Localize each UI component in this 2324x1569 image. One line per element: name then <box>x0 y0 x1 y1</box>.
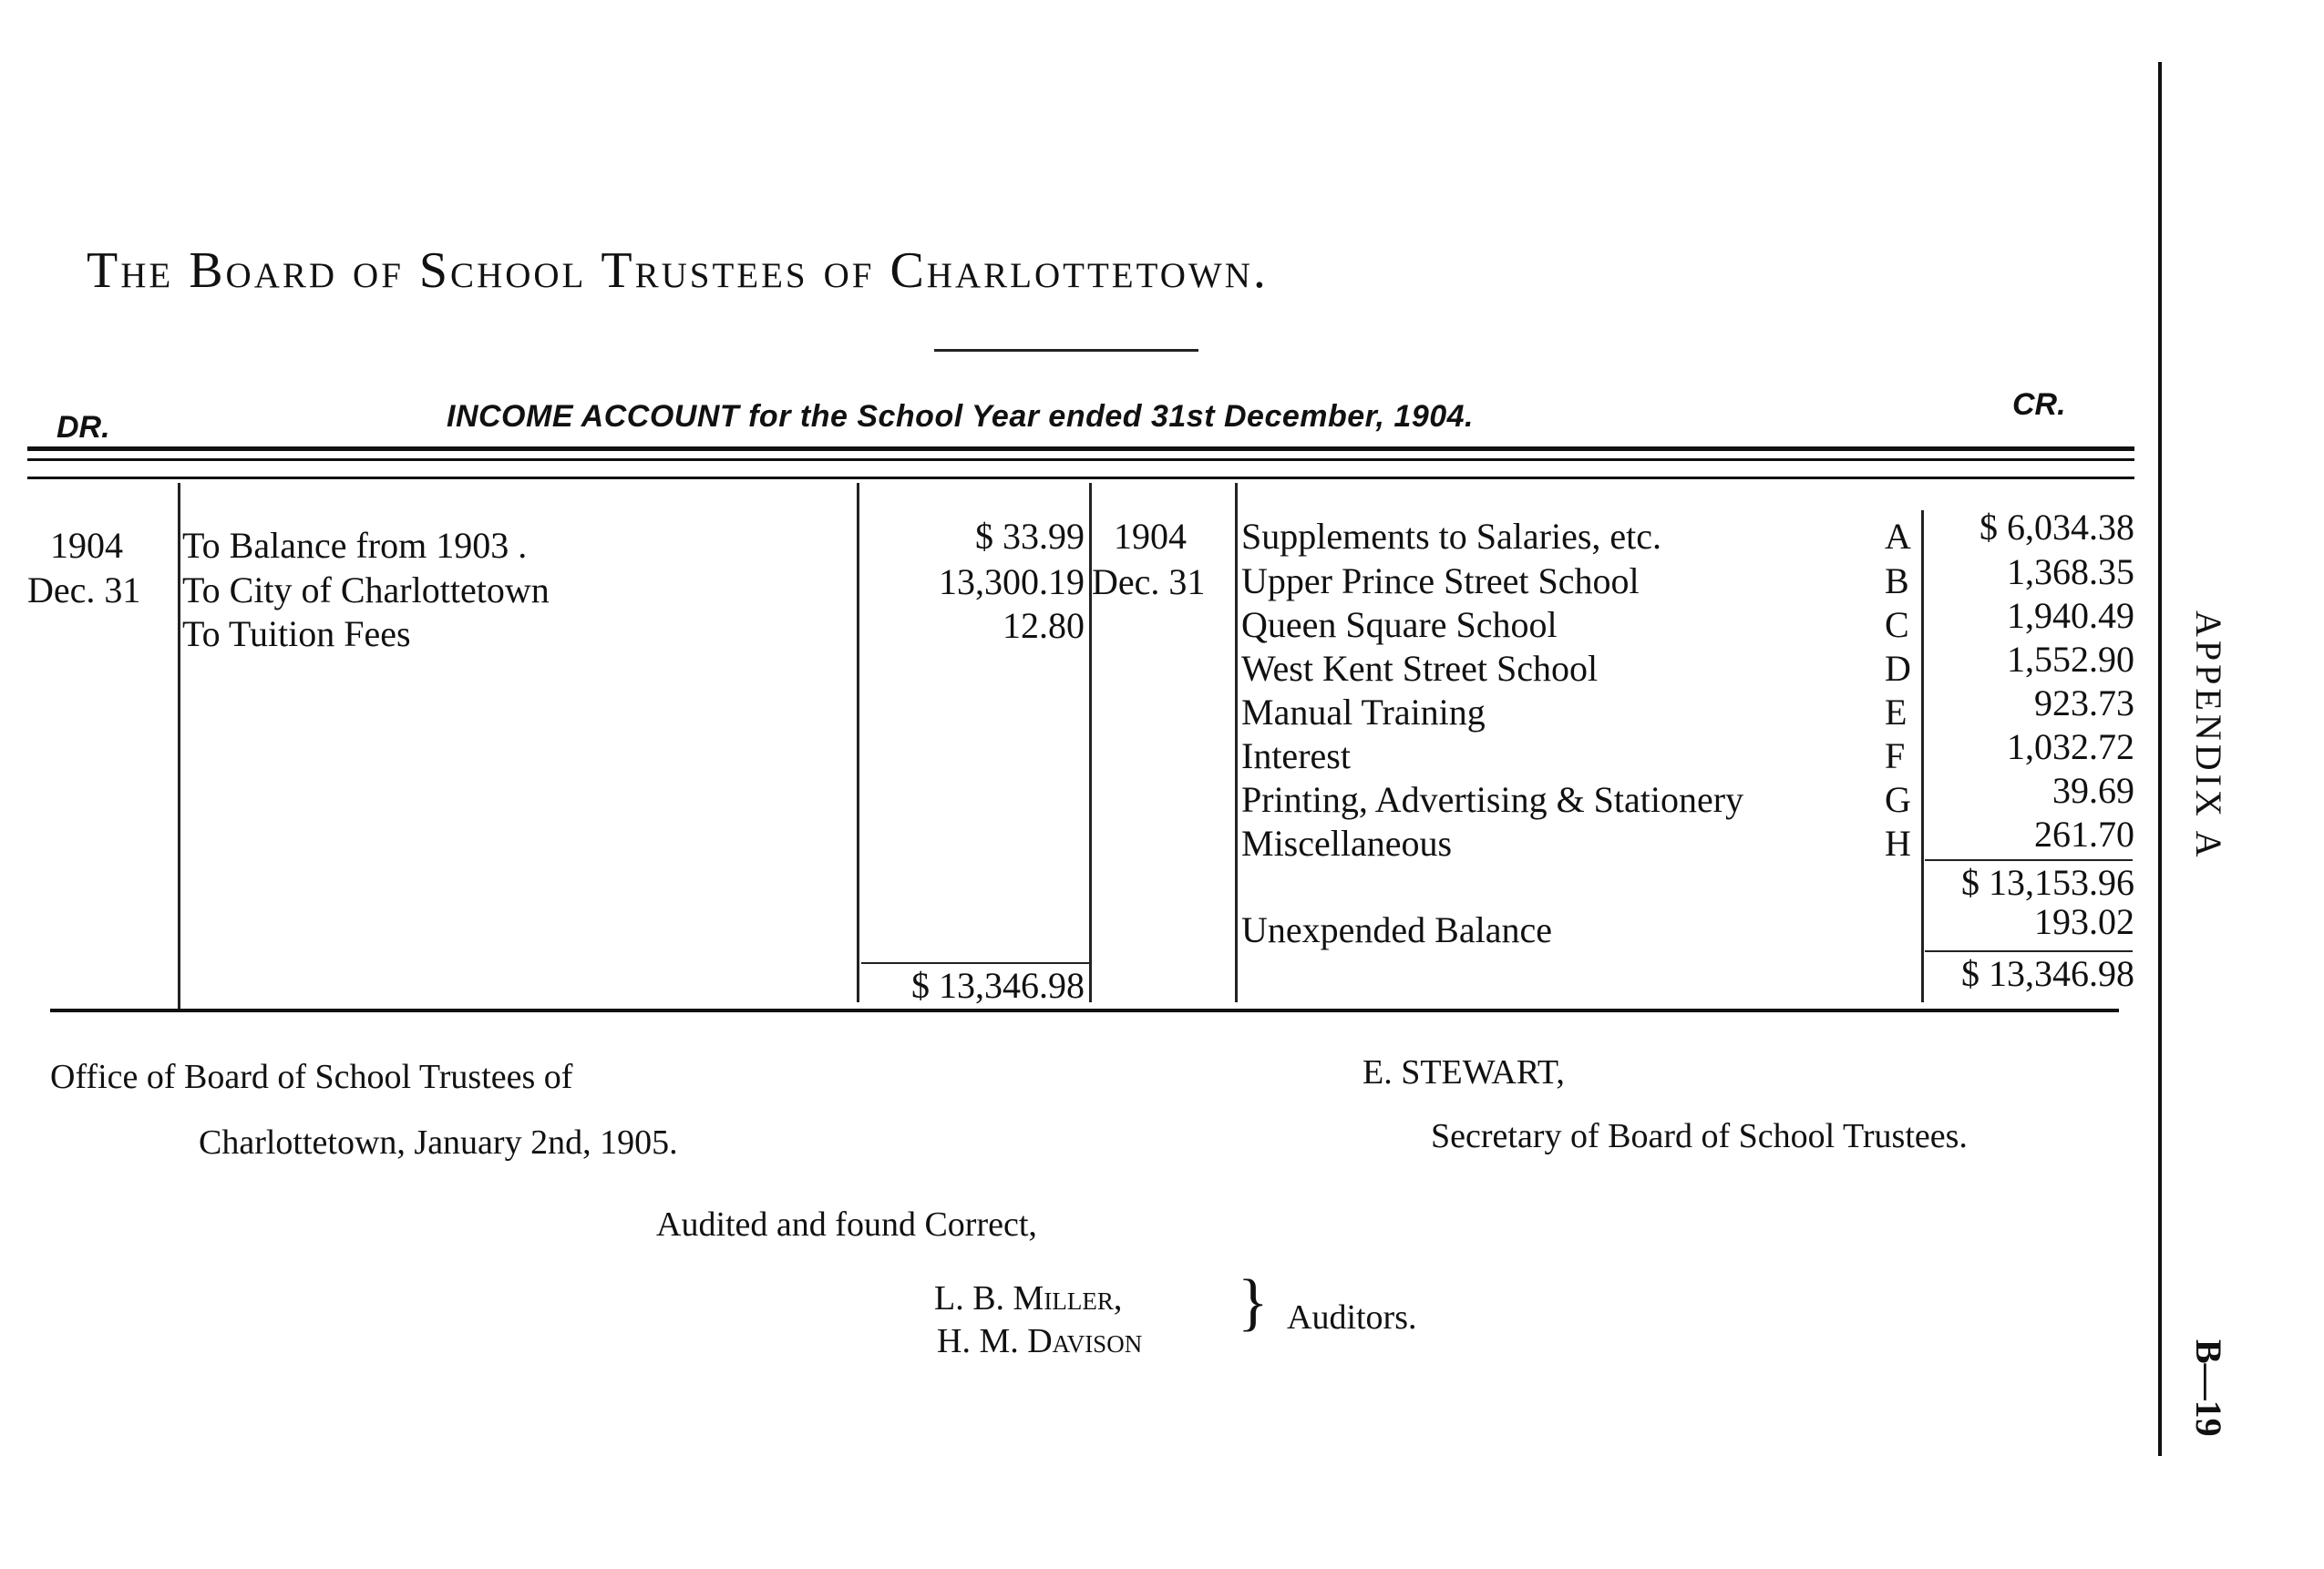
unexpended-balance-amount: 193.02 <box>2034 901 2134 942</box>
unexpended-balance-label: Unexpended Balance <box>1241 909 1552 950</box>
auditor-name: L. B. Miller, <box>934 1279 1123 1318</box>
credit-year: 1904 <box>1114 516 1187 557</box>
table-bottom-rule <box>50 1009 2119 1012</box>
credit-item-amount: 1,940.49 <box>2007 595 2134 636</box>
page-number: B—19 <box>2188 1339 2229 1437</box>
secretary-title: Secretary of Board of School Trustees. <box>1431 1117 1968 1155</box>
column-divider-debit-date <box>178 483 180 1011</box>
credit-item-label: Manual Training <box>1241 692 1486 733</box>
office-line-1: Office of Board of School Trustees of <box>50 1058 573 1096</box>
debit-item-amount: $ 33.99 <box>975 516 1085 557</box>
credit-item-label: Miscellaneous <box>1241 823 1453 864</box>
credit-item-amount: 923.73 <box>2034 682 2134 723</box>
credit-item-amount: 1,552.90 <box>2007 639 2134 680</box>
debit-item-label: To Tuition Fees <box>182 613 411 654</box>
credit-item-amount: $ 6,034.38 <box>1980 507 2134 548</box>
credit-item-letter: F <box>1885 735 1906 776</box>
credit-item-letter: A <box>1885 516 1911 557</box>
debit-item-amount: 12.80 <box>1003 605 1085 646</box>
debit-year: 1904 <box>50 525 123 566</box>
column-divider-credit-label <box>1921 510 1924 1002</box>
credit-item-letter: G <box>1885 779 1911 820</box>
debit-label: DR. <box>57 410 110 445</box>
credit-item-letter: E <box>1885 692 1908 733</box>
header-rule-thick <box>27 446 2134 451</box>
debit-item-amount: 13,300.19 <box>939 561 1085 602</box>
credit-item-label: Supplements to Salaries, etc. <box>1241 516 1662 557</box>
credit-item-label: Upper Prince Street School <box>1241 560 1640 601</box>
account-title: INCOME ACCOUNT for the School Year ended 31st December, 1904. <box>447 399 1474 434</box>
page-title: The Board of School Trustees of Charlottetown. <box>87 242 1269 299</box>
credit-item-label: Queen Square School <box>1241 604 1558 645</box>
credit-item-amount: 1,032.72 <box>2007 726 2134 767</box>
secretary-name: E. STEWART, <box>1363 1053 1565 1092</box>
credit-item-amount: 39.69 <box>2052 770 2134 811</box>
audited-note: Audited and found Correct, <box>656 1205 1037 1244</box>
credit-item-label: West Kent Street School <box>1241 648 1599 689</box>
credit-subtotal: $ 13,153.96 <box>1961 862 2134 903</box>
title-underline <box>934 349 1198 352</box>
header-rule-lower <box>27 477 2134 479</box>
debit-item-label: To City of Charlottetown <box>182 569 550 610</box>
credit-label: CR. <box>2012 387 2066 422</box>
credit-item-amount: 261.70 <box>2034 814 2134 855</box>
office-line-2: Charlottetown, January 2nd, 1905. <box>199 1123 678 1162</box>
credit-item-letter: B <box>1885 560 1909 601</box>
credit-item-letter: H <box>1885 823 1911 864</box>
credit-item-label: Printing, Advertising & Stationery <box>1241 779 1744 820</box>
credit-item-label: Interest <box>1241 735 1351 776</box>
credit-item-amount: 1,368.35 <box>2007 551 2134 592</box>
column-divider-credit-date <box>1235 483 1238 1002</box>
auditors-label: Auditors. <box>1287 1298 1417 1337</box>
side-margin-rule <box>2158 62 2162 1456</box>
debit-item-label: To Balance from 1903 . <box>182 525 528 566</box>
credit-item-letter: D <box>1885 648 1911 689</box>
debit-date: Dec. 31 <box>27 569 141 610</box>
column-divider-debit-label <box>857 483 859 1002</box>
credit-total: $ 13,346.98 <box>1961 953 2134 994</box>
header-rule-thin <box>27 458 2134 461</box>
appendix-label: APPENDIX A <box>2188 610 2229 861</box>
credit-item-letter: C <box>1885 604 1909 645</box>
credit-date: Dec. 31 <box>1092 561 1206 602</box>
auditor-name: H. M. Davison <box>937 1322 1143 1360</box>
debit-total: $ 13,346.98 <box>911 965 1085 1006</box>
auditors-brace: } <box>1238 1267 1269 1338</box>
